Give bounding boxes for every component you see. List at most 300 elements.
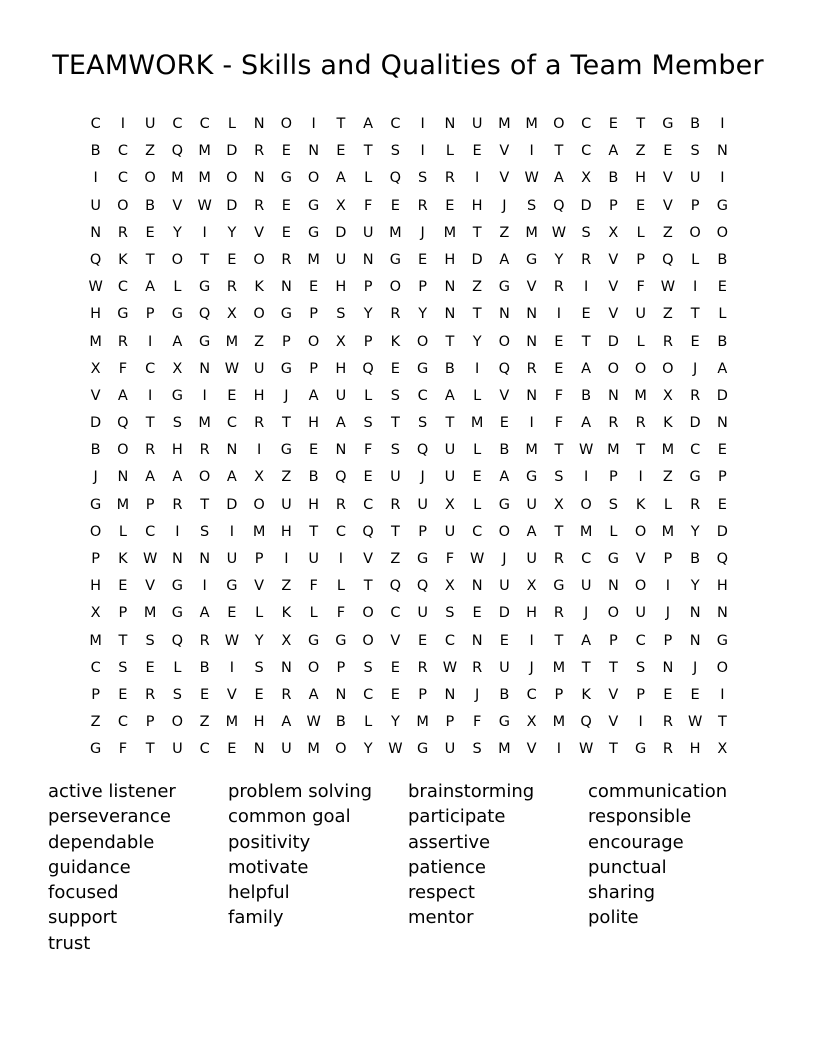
grid-letter: N [90, 224, 102, 241]
grid-letter: U [144, 116, 156, 132]
grid-letter: O [307, 170, 320, 187]
grid-letter: M [171, 170, 184, 187]
grid-letter: M [307, 251, 320, 268]
grid-letter: C [199, 116, 210, 132]
grid-letter: D [226, 496, 238, 513]
grid-letter: C [444, 632, 455, 649]
grid-letter: O [117, 442, 129, 459]
grid-letter: C [390, 605, 401, 622]
grid-letter: E [281, 143, 291, 160]
grid-letter: T [608, 659, 618, 676]
grid-letter: I [311, 116, 316, 132]
grid-letter: G [90, 496, 102, 513]
grid-letter: Y [690, 578, 700, 595]
grid-letter: V [608, 251, 619, 268]
grid-letter: I [720, 170, 725, 187]
grid-letter: O [607, 605, 620, 622]
grid-letter: M [89, 632, 102, 649]
grid-letter: U [308, 551, 319, 567]
grid-letter: I [529, 143, 534, 160]
grid-letter: I [638, 714, 643, 731]
grid-letter: X [281, 632, 292, 649]
grid-letter: Y [254, 632, 264, 649]
grid-letter: D [471, 251, 483, 268]
grid-letter: O [226, 170, 238, 187]
grid-letter: I [583, 279, 589, 296]
grid-letter: A [581, 360, 592, 377]
grid-letter: Q [117, 415, 129, 432]
grid-letter: S [527, 197, 537, 214]
grid-letter: E [717, 279, 727, 296]
grid-letter: O [498, 523, 511, 540]
grid-letter: N [471, 632, 483, 649]
word-list-item: support [48, 907, 118, 929]
grid-letter: E [472, 143, 482, 160]
grid-letter: X [335, 333, 346, 350]
grid-letter: P [282, 333, 291, 350]
grid-letter: U [281, 741, 292, 758]
grid-letter: U [499, 659, 510, 676]
grid-letter: M [89, 333, 102, 350]
grid-letter: M [443, 224, 457, 241]
grid-letter: H [335, 360, 347, 377]
grid-letter: N [308, 143, 320, 160]
grid-letter: T [145, 415, 155, 432]
grid-letter: R [472, 659, 483, 676]
grid-letter: T [118, 632, 128, 649]
grid-letter: M [416, 714, 429, 731]
grid-letter: N [280, 659, 292, 676]
grid-letter: T [608, 741, 618, 758]
grid-letter: E [309, 442, 319, 459]
grid-letter: N [607, 578, 619, 595]
grid-letter: P [336, 659, 346, 676]
grid-letter: B [308, 469, 319, 486]
grid-letter: E [390, 360, 400, 377]
grid-letter: W [551, 224, 567, 241]
grid-letter: B [199, 659, 210, 676]
grid-letter: R [145, 686, 156, 703]
grid-letter: T [554, 632, 564, 649]
grid-letter: E [636, 197, 646, 214]
grid-letter: S [581, 224, 591, 241]
grid-letter: A [553, 170, 564, 187]
grid-letter: P [636, 686, 645, 703]
grid-letter: T [581, 333, 591, 350]
grid-letter: V [608, 306, 619, 323]
grid-letter: W [306, 714, 321, 731]
grid-letter: J [502, 197, 507, 214]
grid-letter: K [390, 333, 401, 350]
grid-letter: H [90, 578, 102, 595]
grid-letter: Y [390, 714, 400, 731]
word-list-item: communication [588, 781, 728, 802]
grid-letter: G [308, 197, 320, 214]
grid-letter: I [256, 442, 262, 459]
grid-letter: I [202, 224, 207, 241]
grid-letter: I [665, 578, 671, 595]
grid-letter: M [225, 333, 239, 350]
grid-letter: S [363, 659, 373, 676]
grid-letter: C [172, 116, 183, 132]
grid-letter: D [716, 387, 728, 404]
grid-letter: A [308, 387, 319, 404]
grid-letter: F [636, 279, 645, 296]
grid-letter: G [553, 578, 565, 595]
grid-letter: F [363, 197, 373, 214]
grid-letter: A [581, 632, 592, 649]
grid-letter: E [717, 496, 727, 513]
grid-letter: R [254, 197, 265, 214]
grid-letter: P [636, 251, 645, 268]
grid-letter: W [660, 279, 676, 296]
grid-letter: X [444, 578, 455, 595]
grid-letter: I [284, 551, 289, 567]
grid-letter: O [580, 496, 592, 513]
grid-letter: L [609, 523, 618, 540]
grid-letter: Y [172, 224, 182, 241]
grid-letter: W [578, 741, 594, 758]
grid-letter: L [309, 605, 318, 622]
grid-letter: R [553, 605, 564, 622]
word-list-item: common goal [228, 806, 351, 828]
grid-letter: B [499, 442, 510, 459]
grid-letter: B [690, 551, 701, 567]
grid-letter: A [226, 469, 237, 486]
grid-letter: Z [662, 306, 673, 323]
grid-letter: T [309, 523, 319, 540]
grid-letter: A [717, 360, 728, 377]
word-list-item: assertive [408, 831, 491, 853]
grid-letter: R [254, 143, 265, 160]
grid-letter: R [553, 551, 564, 567]
grid-letter: T [145, 741, 155, 758]
grid-letter: H [308, 415, 320, 432]
grid-letter: M [661, 442, 675, 459]
grid-letter: F [309, 578, 318, 595]
grid-letter: A [526, 523, 537, 540]
grid-letter: Q [335, 469, 347, 486]
grid-letter: E [445, 197, 455, 214]
grid-letter: G [417, 741, 429, 758]
grid-letter: C [472, 523, 483, 540]
grid-letter: E [145, 659, 155, 676]
grid-letter: V [608, 279, 619, 296]
grid-letter: Q [416, 442, 429, 459]
grid-letter: M [498, 741, 511, 758]
grid-letter: E [309, 279, 319, 296]
grid-letter: O [144, 170, 156, 187]
grid-letter: S [390, 143, 400, 160]
grid-letter: R [335, 496, 346, 513]
grid-letter: G [171, 605, 183, 622]
grid-letter: Q [171, 143, 184, 160]
grid-letter: U [90, 197, 101, 214]
grid-letter: T [554, 442, 564, 459]
grid-letter: L [473, 387, 482, 404]
grid-letter: L [445, 143, 454, 160]
grid-letter: K [118, 551, 128, 567]
grid-letter: U [471, 116, 483, 132]
grid-letter: M [252, 523, 266, 540]
grid-letter: S [690, 143, 700, 160]
grid-letter: T [281, 415, 291, 432]
grid-letter: N [444, 686, 456, 703]
grid-letter: G [417, 360, 429, 377]
grid-letter: X [526, 714, 537, 731]
grid-letter: K [581, 686, 591, 703]
grid-letter: M [634, 387, 647, 404]
grid-letter: N [662, 659, 674, 676]
grid-letter: R [199, 442, 210, 459]
grid-letter: N [117, 469, 129, 486]
grid-letter: V [499, 143, 510, 160]
word-list-item: polite [588, 907, 639, 929]
grid-letter: Z [254, 333, 265, 350]
grid-letter: Q [716, 551, 729, 567]
grid-letter: T [200, 251, 210, 268]
grid-letter: V [635, 551, 646, 567]
grid-letter: N [253, 741, 265, 758]
grid-letter: I [692, 279, 698, 296]
grid-letter: E [254, 686, 264, 703]
grid-letter: X [226, 306, 237, 323]
grid-letter: U [526, 496, 537, 513]
grid-letter: O [716, 659, 729, 676]
grid-letter: R [690, 387, 701, 404]
grid-letter: K [281, 605, 292, 622]
grid-letter: Z [662, 224, 673, 241]
grid-letter: F [554, 415, 564, 432]
grid-letter: D [226, 197, 238, 214]
grid-letter: I [202, 578, 207, 595]
grid-letter: C [390, 116, 401, 132]
grid-letter: C [526, 686, 537, 703]
grid-letter: J [474, 686, 480, 703]
grid-letter: N [444, 279, 456, 296]
grid-letter: I [556, 741, 562, 758]
word-list-item: responsible [588, 806, 692, 828]
grid-letter: O [498, 333, 511, 350]
grid-letter: F [472, 714, 482, 731]
grid-letter: B [444, 360, 455, 377]
grid-letter: N [171, 551, 183, 567]
grid-letter: O [253, 496, 265, 513]
grid-letter: V [608, 714, 619, 731]
grid-letter: O [171, 714, 184, 731]
puzzle-title: TEAMWORK - Skills and Qualities of a Team Member [52, 50, 764, 81]
grid-letter: Q [362, 523, 374, 540]
grid-letter: B [581, 387, 592, 404]
grid-letter: A [499, 469, 510, 486]
grid-letter: S [145, 632, 155, 649]
grid-letter: U [444, 741, 456, 758]
grid-letter: E [608, 116, 618, 132]
grid-letter: O [280, 116, 293, 132]
grid-letter: J [692, 360, 698, 377]
grid-letter: U [335, 387, 347, 404]
word-list-item: trust [48, 932, 91, 954]
grid-letter: X [172, 360, 183, 377]
grid-letter: L [364, 170, 373, 187]
grid-letter: B [499, 686, 510, 703]
grid-letter: G [389, 251, 401, 268]
grid-letter: H [253, 387, 265, 404]
word-list-item: perseverance [48, 806, 171, 828]
grid-letter: C [363, 496, 374, 513]
grid-letter: E [390, 686, 400, 703]
grid-letter: U [335, 251, 347, 268]
grid-letter: G [498, 714, 510, 731]
grid-letter: I [93, 170, 98, 187]
grid-letter: S [608, 496, 618, 513]
grid-letter: V [226, 686, 237, 703]
grid-letter: R [226, 279, 237, 296]
grid-letter: S [336, 306, 346, 323]
grid-letter: O [253, 306, 265, 323]
grid-letter: B [90, 442, 101, 459]
grid-letter: C [145, 523, 156, 540]
grid-letter: X [581, 170, 592, 187]
grid-letter: X [335, 197, 346, 214]
grid-letter: V [608, 686, 619, 703]
grid-letter: S [254, 659, 264, 676]
grid-letter: V [526, 279, 537, 296]
grid-letter: E [227, 251, 237, 268]
grid-letter: G [498, 496, 510, 513]
grid-letter: G [308, 224, 320, 241]
grid-letter: L [364, 387, 373, 404]
grid-letter: Y [363, 306, 373, 323]
grid-letter: O [662, 360, 674, 377]
grid-letter: X [717, 741, 728, 758]
grid-letter: Z [199, 714, 210, 731]
grid-letter: R [635, 415, 646, 432]
grid-letter: T [145, 251, 155, 268]
grid-letter: A [145, 469, 156, 486]
grid-letter: F [554, 387, 564, 404]
grid-letter: T [390, 415, 400, 432]
grid-letter: E [118, 578, 128, 595]
grid-letter: O [689, 224, 701, 241]
grid-letter: I [720, 116, 725, 132]
grid-letter: L [473, 496, 482, 513]
grid-letter: L [173, 279, 182, 296]
grid-letter: G [280, 360, 292, 377]
grid-letter: H [689, 741, 701, 758]
grid-letter: H [471, 197, 483, 214]
grid-letter: T [581, 659, 591, 676]
grid-letter: O [389, 279, 402, 296]
word-list-item: positivity [228, 831, 311, 853]
grid-letter: P [363, 333, 373, 350]
grid-letter: E [418, 632, 428, 649]
grid-letter: M [470, 415, 484, 432]
grid-letter: G [171, 387, 183, 404]
grid-letter: A [281, 714, 292, 731]
grid-letter: J [420, 469, 425, 486]
grid-letter: E [690, 686, 700, 703]
grid-letter: N [607, 387, 619, 404]
grid-letter: U [417, 605, 428, 622]
grid-letter: T [445, 333, 455, 350]
grid-letter: D [226, 143, 238, 160]
grid-letter: E [472, 469, 482, 486]
grid-letter: P [609, 632, 618, 649]
grid-letter: L [718, 306, 727, 323]
grid-letter: L [636, 333, 645, 350]
grid-letter: P [690, 197, 700, 214]
grid-letter: A [444, 387, 455, 404]
word-list-item: participate [408, 806, 506, 828]
grid-letter: N [526, 306, 538, 323]
grid-letter: P [663, 632, 673, 649]
grid-letter: R [581, 251, 592, 268]
grid-letter: B [145, 197, 156, 214]
grid-letter: O [335, 741, 347, 758]
grid-letter: C [117, 714, 128, 731]
grid-letter: T [636, 442, 646, 459]
grid-letter: Y [690, 523, 700, 540]
grid-letter: E [227, 741, 237, 758]
grid-letter: I [556, 306, 562, 323]
grid-letter: A [335, 170, 346, 187]
grid-letter: O [634, 523, 647, 540]
grid-letter: G [716, 632, 728, 649]
grid-letter: C [690, 442, 701, 459]
grid-letter: P [609, 469, 618, 486]
grid-letter: S [118, 659, 128, 676]
grid-letter: A [172, 333, 183, 350]
grid-letter: R [444, 170, 455, 187]
grid-letter: B [717, 333, 728, 350]
grid-letter: O [307, 333, 320, 350]
word-list-item: encourage [588, 831, 684, 853]
grid-letter: P [145, 496, 155, 513]
grid-letter: A [117, 387, 128, 404]
grid-letter: R [390, 306, 401, 323]
grid-letter: C [117, 170, 128, 187]
grid-letter: D [498, 605, 510, 622]
grid-letter: N [716, 143, 728, 160]
grid-letter: B [335, 714, 346, 731]
grid-letter: P [554, 686, 564, 703]
grid-letter: R [254, 415, 265, 432]
grid-letter: R [281, 686, 292, 703]
grid-letter: I [638, 469, 643, 486]
grid-letter: V [172, 197, 183, 214]
grid-letter: E [363, 469, 373, 486]
grid-letter: P [718, 469, 727, 486]
grid-letter: F [445, 551, 455, 567]
grid-letter: R [662, 741, 673, 758]
grid-letter: T [472, 306, 482, 323]
grid-letter: U [362, 224, 374, 241]
grid-letter: C [199, 741, 210, 758]
grid-letter: U [444, 469, 456, 486]
grid-letter: N [526, 333, 538, 350]
grid-letter: G [662, 116, 674, 132]
grid-letter: C [226, 415, 237, 432]
grid-letter: V [363, 551, 374, 567]
grid-letter: G [498, 279, 510, 296]
grid-letter: B [90, 143, 101, 160]
grid-letter: P [309, 360, 318, 377]
grid-letter: N [226, 442, 238, 459]
grid-letter: O [634, 578, 647, 595]
grid-letter: P [363, 279, 373, 296]
grid-letter: X [254, 469, 265, 486]
